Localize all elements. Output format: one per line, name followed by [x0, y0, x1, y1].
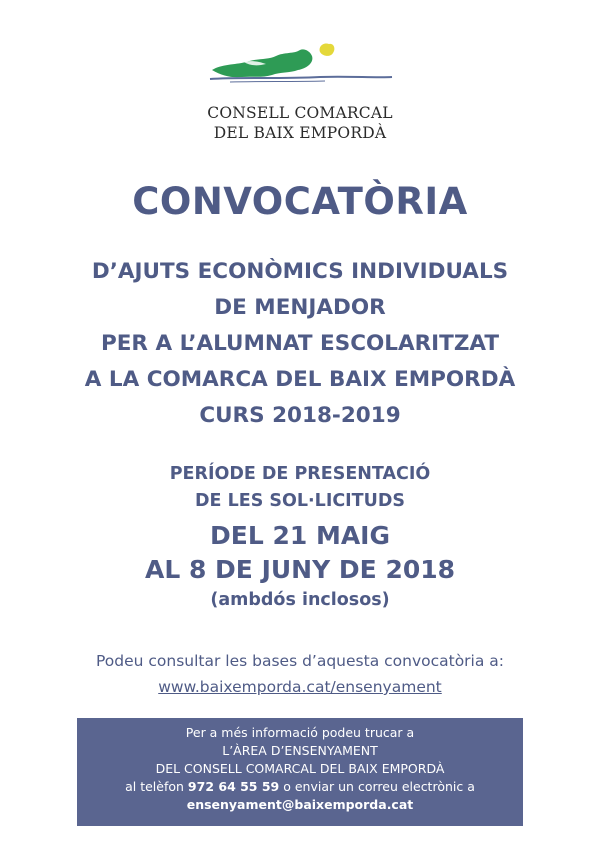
date-end: AL 8 DE JUNY DE 2018: [144, 555, 456, 584]
subtitle-line: DE MENJADOR: [214, 295, 386, 320]
subtitle-line: D’AJUTS ECONÒMICS INDIVIDUALS: [91, 259, 509, 284]
subtitle-line: A LA COMARCA DEL BAIX EMPORDÀ: [84, 367, 516, 392]
info-line-2: L’ÀREA D’ENSENYAMENT: [222, 743, 378, 758]
subtitle-block: [0, 254, 600, 434]
info-line-1: Per a més informació podeu trucar a: [185, 725, 415, 740]
date-start: DEL 21 MAIG: [209, 521, 390, 550]
logo-line-2: DEL BAIX EMPORDÀ: [213, 124, 387, 142]
info-box: [77, 718, 523, 826]
website-link[interactable]: www.baixemporda.cat/ensenyament: [158, 678, 442, 696]
page-title: CONVOCATÒRIA: [132, 180, 468, 223]
period-heading: [0, 461, 600, 515]
period-dates: [0, 519, 600, 587]
landscape-logo-icon: [200, 40, 400, 100]
period-line-1: PERÍODE DE PRESENTACIÓ: [169, 464, 431, 484]
subtitle-line: CURS 2018-2019: [199, 403, 401, 428]
info-line-4: [77, 778, 523, 796]
inclusive-note: (ambdós inclosos): [210, 590, 390, 610]
logo-line-1: CONSELL COMARCAL: [207, 104, 393, 122]
council-logo: [200, 40, 400, 150]
subtitle-line: PER A L’ALUMNAT ESCOLARITZAT: [100, 331, 500, 356]
phone-number[interactable]: 972 64 55 59: [187, 779, 280, 794]
phone-prefix: al telèfon: [125, 779, 184, 794]
email-link[interactable]: ensenyament@baixemporda.cat: [186, 797, 414, 812]
info-line-3: DEL CONSELL COMARCAL DEL BAIX EMPORDÀ: [155, 761, 445, 776]
email-prefix: o enviar un correu electrònic a: [283, 779, 475, 794]
period-line-2: DE LES SOL·LICITUDS: [195, 491, 405, 511]
consult-text: Podeu consultar les bases d’aquesta convocatòria a:: [95, 652, 505, 670]
info-line-5: [77, 796, 523, 814]
